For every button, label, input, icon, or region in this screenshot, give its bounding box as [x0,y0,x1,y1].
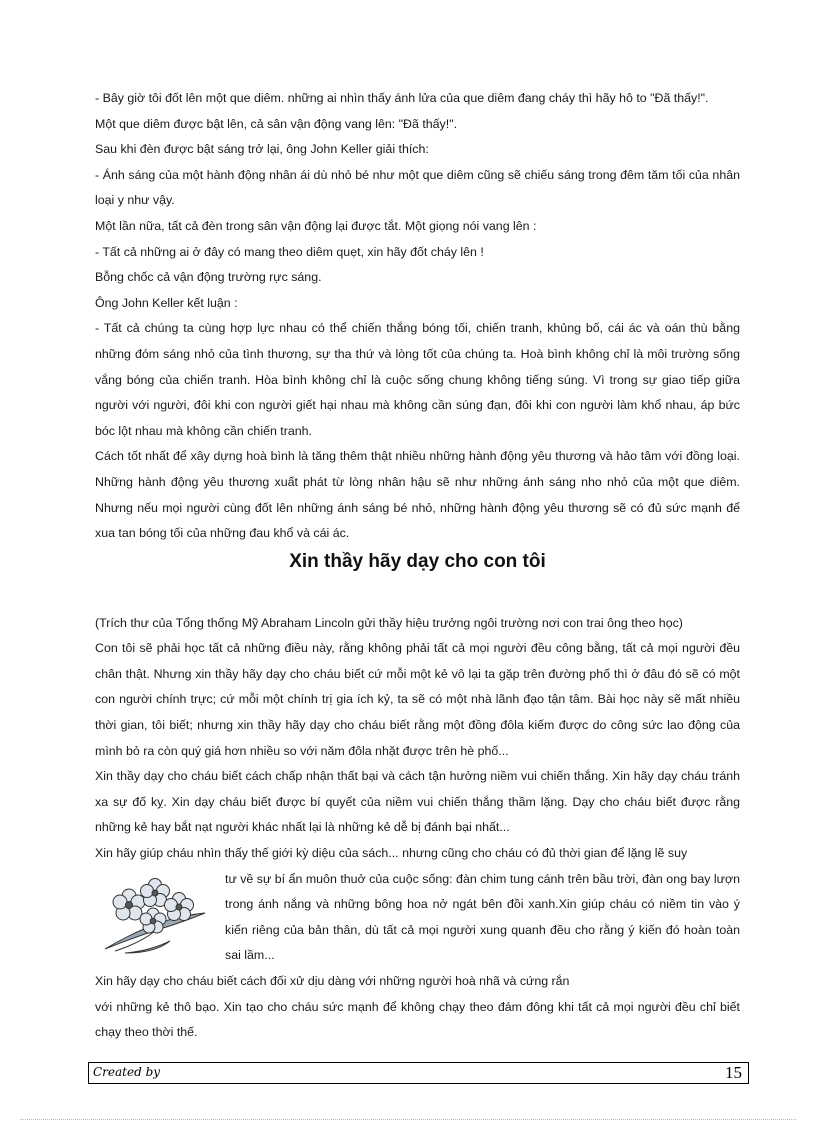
paragraph: - Tất cả chúng ta cùng hợp lực nhau có thể chiến thắng bóng tối, chiến tranh, khủng bố, cái ác và oán thù bằng những đóm sáng nhỏ của tình thương, sự tha thứ và lòng tốt của chúng ta. Hoà bình không chỉ là môi trường sống vắng bóng của chiến tranh. Hòa bình không chỉ là cuộc sống chung không tiếng súng. Vì trong sự giao tiếp giữa người với người, đôi khi con người giết hại nhau mà không cần súng đạn, đôi khi con người làm khổ nhau, áp bức bóc lột nhau mà không cần chiến tranh. [95,321,740,438]
section-title: Xin thầy hãy dạy cho con tôi [289,550,546,572]
page-footer [88,1062,749,1084]
paragraph: (Trích thư của Tổng thống Mỹ Abraham Lincoln gửi thầy hiệu trưởng ngôi trường nơi con trai ông theo học) [95,615,683,630]
paragraph: - Tất cả những ai ở đây có mang theo diêm quẹt, xin hãy đốt cháy lên ! [95,244,484,259]
paragraph: Ông John Keller kết luận : [95,295,238,310]
paragraph: Một que diêm được bật lên, cả sân vận động vang lên: "Đã thấy!". [95,116,458,131]
paragraph: tư về sự bí ẩn muôn thuở của cuộc sống: đàn chim tung cánh trên bầu trời, đàn ong bay lượn trong ánh nắng và những bông hoa nở ngát bên đồi xanh.Xin giúp cháu có niềm tin vào ý kiến riêng của bản thân, dù tất cả mọi người xung quanh đều cho rằng ý kiến đó hoàn toàn sai lầm... [225,871,740,963]
footer-created-by: Created by [93,1065,161,1079]
paragraph: với những kẻ thô bạo. Xin tạo cho cháu sức mạnh để không chạy theo đám đông khi tất cả mọi người đều chỉ biết chạy theo thời thế. [95,999,740,1040]
paragraph: Xin hãy dạy cho cháu biết cách đối xử dịu dàng với những người hoà nhã và cứng rắn [95,974,570,988]
page-number: 15 [725,1063,742,1082]
paragraph: - Ánh sáng của một hành động nhân ái dù nhỏ bé như một que diêm cũng sẽ chiếu sáng trong đêm tăm tối của nhân loại y như vậy. [95,167,740,208]
paragraph: Xin hãy giúp cháu nhìn thấy thế giới kỳ diệu của sách... nhưng cũng cho cháu có đủ thời gian để lặng lẽ suy [95,846,688,861]
paragraph: Bỗng chốc cả vận động trường rực sáng. [95,270,322,285]
paragraph: - Bây giờ tôi đốt lên một que diêm. những ai nhìn thấy ánh lửa của que diêm đang cháy thì hãy hô to "Đã thấy!". [95,91,709,105]
paragraph: Một lần nữa, tất cả đèn trong sân vận động lại được tắt. Một giọng nói vang lên : [95,218,537,233]
flower-illustration-icon [95,871,215,957]
paragraph: Sau khi đèn được bật sáng trở lại, ông John Keller giải thích: [95,142,429,157]
document-body [95,86,740,1046]
paragraph: Con tôi sẽ phải học tất cả những điều này, rằng không phải tất cả mọi người đều công bằng, tất cả mọi người đều chân thật. Nhưng xin thầy hãy dạy cho cháu biết cứ mỗi một kẻ vô lại ta gặp trên đường phố thì ở đâu đó sẽ có một con người chính trực; cứ mỗi một chính trị gia ích kỷ, ta sẽ có một nhà lãnh đạo tận tâm. Bài học này sẽ mất nhiều thời gian, tôi biết; nhưng xin thầy hãy dạy cho cháu biết rằng một đồng đôla kiếm được do công sức lao động của mình bỏ ra còn quý giá hơn nhiều so với năm đôla nhặt được trên hè phố... [95,641,740,758]
page-bottom-divider [20,1119,796,1120]
paragraph: Cách tốt nhất để xây dựng hoà bình là tăng thêm thật nhiều những hành động yêu thương và hảo tâm với đồng loại. Những hành động yêu thương xuất phát từ lòng nhân hậu sẽ như những ánh sáng nho nhỏ của một que diêm. Nhưng nếu mọi người cùng đốt lên những ánh sáng bé nhỏ, những hành động yêu thương sẽ có đủ sức mạnh để xua tan bóng tối của những đau khổ và cái ác. [95,449,740,541]
paragraph: Xin thầy dạy cho cháu biết cách chấp nhận thất bại và cách tận hưởng niềm vui chiến thắng. Xin hãy dạy cháu tránh xa sự đố kỵ. Xin dạy cháu biết được bí quyết của niềm vui chiến thắng thầm lặng. Dạy cho cháu biết được rằng những kẻ hay bắt nạt người khác nhất lại là những kẻ dễ bị đánh bại nhất... [95,769,740,835]
flower-text-block [95,867,740,995]
